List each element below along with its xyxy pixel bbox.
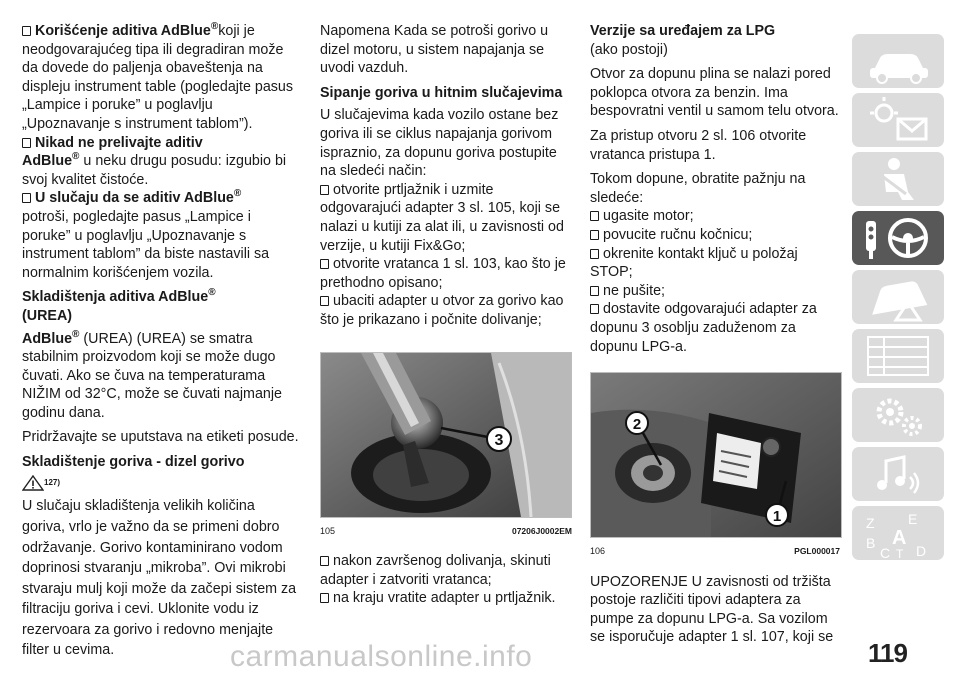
list-item-text: otvorite vratanca 1 sl. 103, kao što je prethodno opisano; (320, 256, 566, 291)
bullet-title: U slučaju da se aditiv AdBlue (35, 190, 234, 207)
tab-maintenance[interactable] (852, 329, 944, 383)
list-item-text: otvorite prtljažnik i uzmite odgovarajući adapter 3 sl. 105, koji se nalazi u kutiji za alat ili, u zavisnosti od verzije, u kutiji Fix&Go; (320, 181, 564, 254)
paragraph-lpg-inlet: Otvor za dopunu plina se nalazi pored poklopca otvora za benzin. Ima bespovratni ventil u samom telu otvora. (590, 66, 839, 120)
fuel-adapter-illustration (321, 353, 571, 517)
column-3 (590, 22, 840, 653)
maintenance-icon (852, 329, 944, 383)
tab-emergency[interactable] (852, 270, 944, 324)
list-item-text: okrenite kontakt ključ u položaj STOP; (590, 245, 798, 281)
index-letter: A (892, 527, 907, 549)
chapter-tabs (852, 34, 944, 565)
bullet-title: Korišćenje aditiva AdBlue (35, 23, 211, 39)
checkbox-bullet (590, 286, 599, 296)
heading-lpg: Verzije sa uređajem za LPG (590, 23, 776, 39)
paragraph-note: Napomena Kada se potroši gorivo u dizel motoru, u sistem napajanja se uvodi vazduh. (320, 23, 549, 77)
list-item (590, 300, 840, 356)
page-number: 119 (868, 638, 907, 668)
list-item-text: povucite ručnu kočnicu; (603, 226, 753, 243)
emergency-icon (852, 270, 944, 324)
callout-label: 2 (632, 416, 642, 434)
technical-data-icon (852, 388, 944, 442)
tab-multimedia[interactable] (852, 447, 944, 501)
registered-mark: ® (72, 328, 80, 340)
list-item (320, 292, 572, 329)
heading-emergency-refuel: Sipanje goriva u hitnim slučajevima (320, 84, 563, 101)
list-item-text: na kraju vratite adapter u prtljažnik. (333, 590, 556, 607)
index-letter: B (866, 535, 876, 551)
figure-code: PGL000017 (794, 546, 840, 557)
figure-106 (590, 372, 842, 538)
registered-mark: ® (208, 287, 216, 299)
list-item (590, 226, 840, 245)
list-item-text: ne pušite; (603, 282, 665, 299)
heading-diesel-storage: Skladištenje goriva - dizel gorivo (22, 454, 245, 471)
note-adblue-quality (22, 22, 300, 134)
warning-triangle-icon (22, 475, 44, 491)
figure-code: 07206J0002EM (511, 525, 572, 536)
checkbox-bullet (22, 138, 31, 148)
column-2 (320, 22, 572, 608)
list-item-text: ugasite motor; (603, 208, 694, 225)
lead-term: AdBlue (22, 330, 73, 347)
figure-105 (320, 352, 572, 518)
list-item (320, 255, 572, 292)
paragraph-emergency: U slučajevima kada vozilo ostane bez goriva ili se ciklus napajanja gorivom ispraznio, za dopunu goriva postupite na sledeći način: (320, 107, 559, 180)
checkbox-bullet (22, 26, 31, 36)
figure-number: 106 (590, 546, 606, 557)
checkbox-bullet (22, 193, 31, 203)
note-no-transfer (22, 134, 300, 190)
checkbox-bullet (320, 259, 329, 269)
multimedia-icon (852, 447, 944, 501)
tab-index[interactable] (852, 506, 944, 560)
heading-adblue-storage (22, 288, 300, 325)
registered-mark: ® (233, 188, 242, 200)
bullet-title-cont: AdBlue (22, 153, 73, 170)
watermark: carmanualsonline.info (230, 640, 533, 673)
list-item (590, 207, 840, 226)
bullet-list-lpg (590, 207, 840, 356)
lpg-inlet-illustration (591, 373, 841, 537)
bullet-text: u neku drugu posudu: izgubio bi svoj kvalitet čistoće. (22, 153, 287, 188)
bullet-title: Nikad ne prelivajte aditiv (35, 134, 203, 151)
bullet-list-2 (320, 552, 572, 608)
figure-number: 105 (320, 525, 336, 536)
list-item-text: ubaciti adapter u otvor za gorivo kao što je prikazano i počnite dolivanje; (320, 293, 564, 328)
tab-starting-driving[interactable] (852, 211, 944, 265)
list-item-text: dostavite odgovarajući adapter za dopunu 3 osoblju zaduženom za dopunu LPG-a. (590, 301, 817, 355)
checkbox-bullet (590, 304, 599, 314)
bullet-text: potroši, pogledajte pasus „Lampice i poruke” u poglavlju „Upoznavanje s instrument tablom” da biste nastavili sa normalnim korišćenjem vozila. (22, 208, 270, 281)
tab-technical-data[interactable] (852, 388, 944, 442)
heading-text-cont: (UREA) (22, 307, 73, 324)
index-letter: E (908, 511, 918, 527)
checkbox-bullet (320, 185, 329, 195)
warning-ref-number: 127) (44, 477, 61, 487)
index-letter: Z (866, 515, 875, 531)
tab-warning-lights[interactable] (852, 93, 944, 147)
paragraph-urea (22, 330, 300, 423)
tab-seat-safety[interactable] (852, 152, 944, 206)
callout-label: 1 (772, 508, 782, 526)
heading-lpg-sub: (ako postoji) (590, 41, 668, 58)
car-info-icon (852, 34, 944, 88)
list-item-text: nakon završenog dolivanja, skinuti adapter i zatvoriti vratanca; (320, 553, 551, 588)
warning-reference (22, 474, 300, 493)
paragraph-lpg-attention: Tokom dopune, obratite pažnju na sledeće: (590, 171, 806, 206)
paragraph-text: (UREA) (UREA) se smatra stabilnim proizvodom koji se može dugo čuvati. Ako se čuva na temperaturama NIŽIM od 32°C, može se čuvati najmanje godinu dana. (22, 330, 282, 421)
list-item (320, 552, 572, 589)
list-item (590, 282, 840, 301)
starting-driving-icon (852, 211, 944, 265)
seat-safety-icon (852, 152, 944, 206)
note-adblue-empty (22, 189, 300, 282)
bullet-text: koji je neodgovarajućeg tipa ili degradiran može da dovede do paljenja obaveštenja na displeju instrument table (pogledajte pasus „Lampice i poruke” u poglavlju „Upoznavanje s instrument tablom”). (22, 23, 294, 132)
list-item (320, 589, 572, 608)
warning-lights-icon (852, 93, 944, 147)
bullet-list-1 (320, 181, 572, 330)
paragraph-diesel: U slučaju skladištenja velikih količina goriva, vrlo je važno da se primeni dobro održavanje. Gorivo kontaminirano vodom doprinosi stvaranju „mikroba”. Ovi mikrobi stvaraju mulj koji može da začepi sistem za filtraciju goriva i cevi. Uklonite vodu iz rezervoara za gorivo i redovno menjajte filter u cevima. (22, 498, 297, 659)
registered-mark: ® (72, 151, 80, 163)
checkbox-bullet (590, 249, 599, 259)
index-letter: T (896, 547, 904, 560)
column-1 (22, 22, 300, 667)
registered-mark: ® (210, 21, 219, 33)
index-letter: C (880, 545, 891, 560)
index-letter: D (916, 543, 927, 559)
checkbox-bullet (320, 556, 329, 566)
index-icon (852, 506, 944, 560)
list-item (590, 245, 840, 282)
list-item (320, 181, 572, 255)
checkbox-bullet (590, 230, 599, 240)
paragraph-warning: UPOZORENJE U zavisnosti od tržišta postoje različiti tipovi adaptera za pumpe za dopunu LPG-a. Sa vozilom se isporučuje adapter 1 sl. 107, koji se (590, 573, 834, 646)
checkbox-bullet (320, 593, 329, 603)
checkbox-bullet (590, 211, 599, 221)
paragraph-lpg-access: Za pristup otvoru 2 sl. 106 otvorite vratanca pristupa 1. (590, 127, 807, 163)
paragraph-label: Pridržavajte se uputstava na etiketi posude. (22, 429, 299, 446)
tab-car-info[interactable] (852, 34, 944, 88)
figure-caption-106 (590, 542, 840, 561)
figure-caption-105 (320, 522, 572, 541)
checkbox-bullet (320, 296, 329, 306)
callout-label: 3 (494, 431, 504, 449)
heading-text: Skladištenja aditiva AdBlue (22, 289, 209, 306)
